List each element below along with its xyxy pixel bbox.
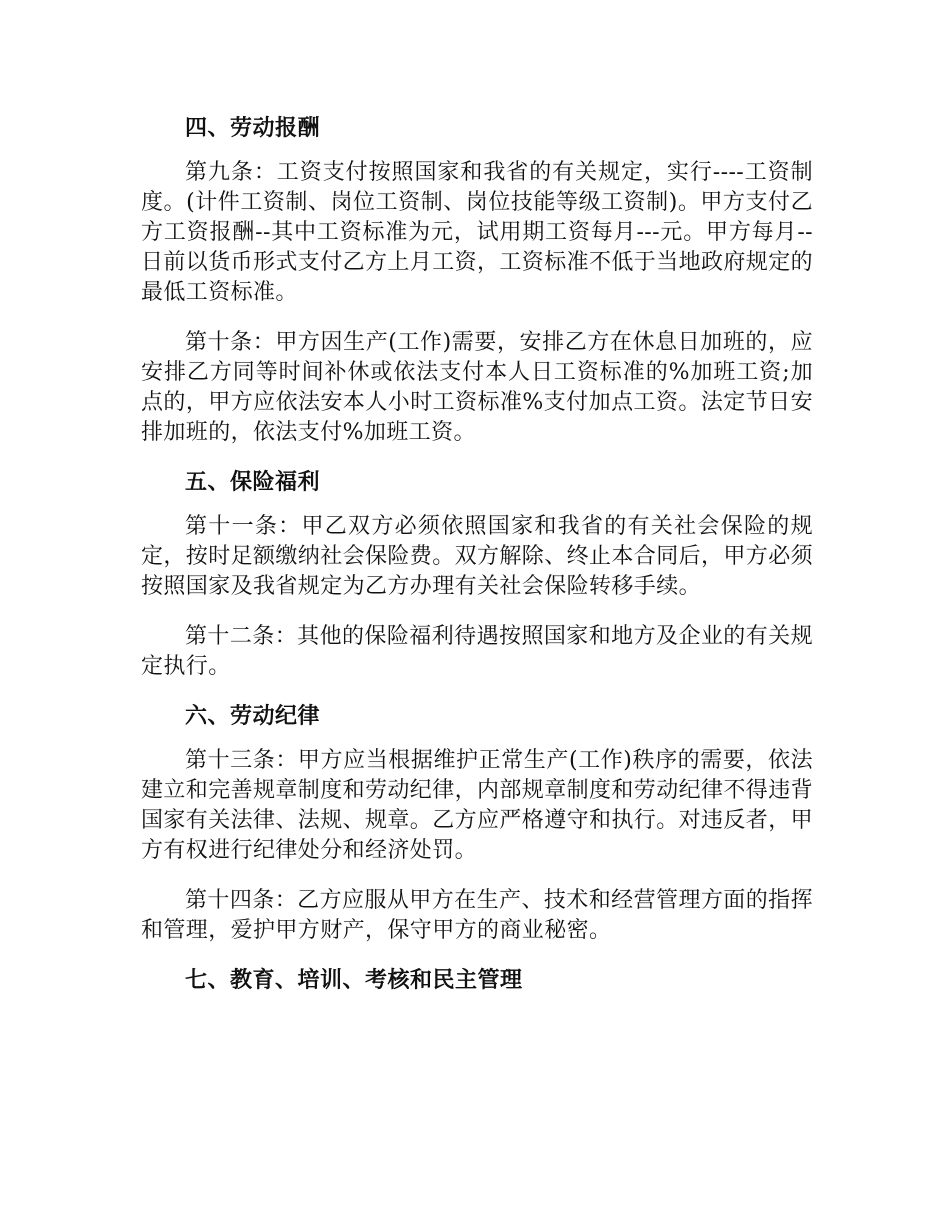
article-13: 第十三条：甲方应当根据维护正常生产(工作)秩序的需要，依法建立和完善规章制度和劳动纪律，内部规章制度和劳动纪律不得违背国家有关法律、法规、规章。乙方应严格遵守和执行。对违反者，甲方有权进行纪律处分和经济处罚。 [141,748,814,863]
article-14: 第十四条：乙方应服从甲方在生产、技术和经营管理方面的指挥和管理，爱护甲方财产，保守甲方的商业秘密。 [141,888,813,943]
document-page [141,110,813,1010]
section-heading-labor-discipline: 六、劳动纪律 [185,704,321,729]
article-9: 第九条：工资支付按照国家和我省的有关规定，实行----工资制度。(计件工资制、岗位工资制、岗位技能等级工资制)。甲方支付乙方工资报酬--其中工资标准为元，试用期工资每月---元。甲方每月--日前以货币形式支付乙方上月工资，工资标准不低于当地政府规定的最低工资标准。 [141,160,814,305]
article-11: 第十一条：甲乙双方必须依照国家和我省的有关社会保险的规定，按时足额缴纳社会保险费。双方解除、终止本合同后，甲方必须按照国家及我省规定为乙方办理有关社会保险转移手续。 [141,514,814,599]
section-heading-labor-pay: 四、劳动报酬 [185,116,321,141]
section-heading-education-training: 七、教育、培训、考核和民主管理 [185,968,523,993]
article-10: 第十条：甲方因生产(工作)需要，安排乙方在休息日加班的，应安排乙方同等时间补休或依法支付本人日工资标准的%加班工资;加点的，甲方应依法安本人小时工资标准%支付加点工资。法定节日安排加班的，依法支付%加班工资。 [141,330,813,445]
article-12: 第十二条：其他的保险福利待遇按照国家和地方及企业的有关规定执行。 [141,624,813,679]
section-heading-insurance-welfare: 五、保险福利 [185,470,321,495]
